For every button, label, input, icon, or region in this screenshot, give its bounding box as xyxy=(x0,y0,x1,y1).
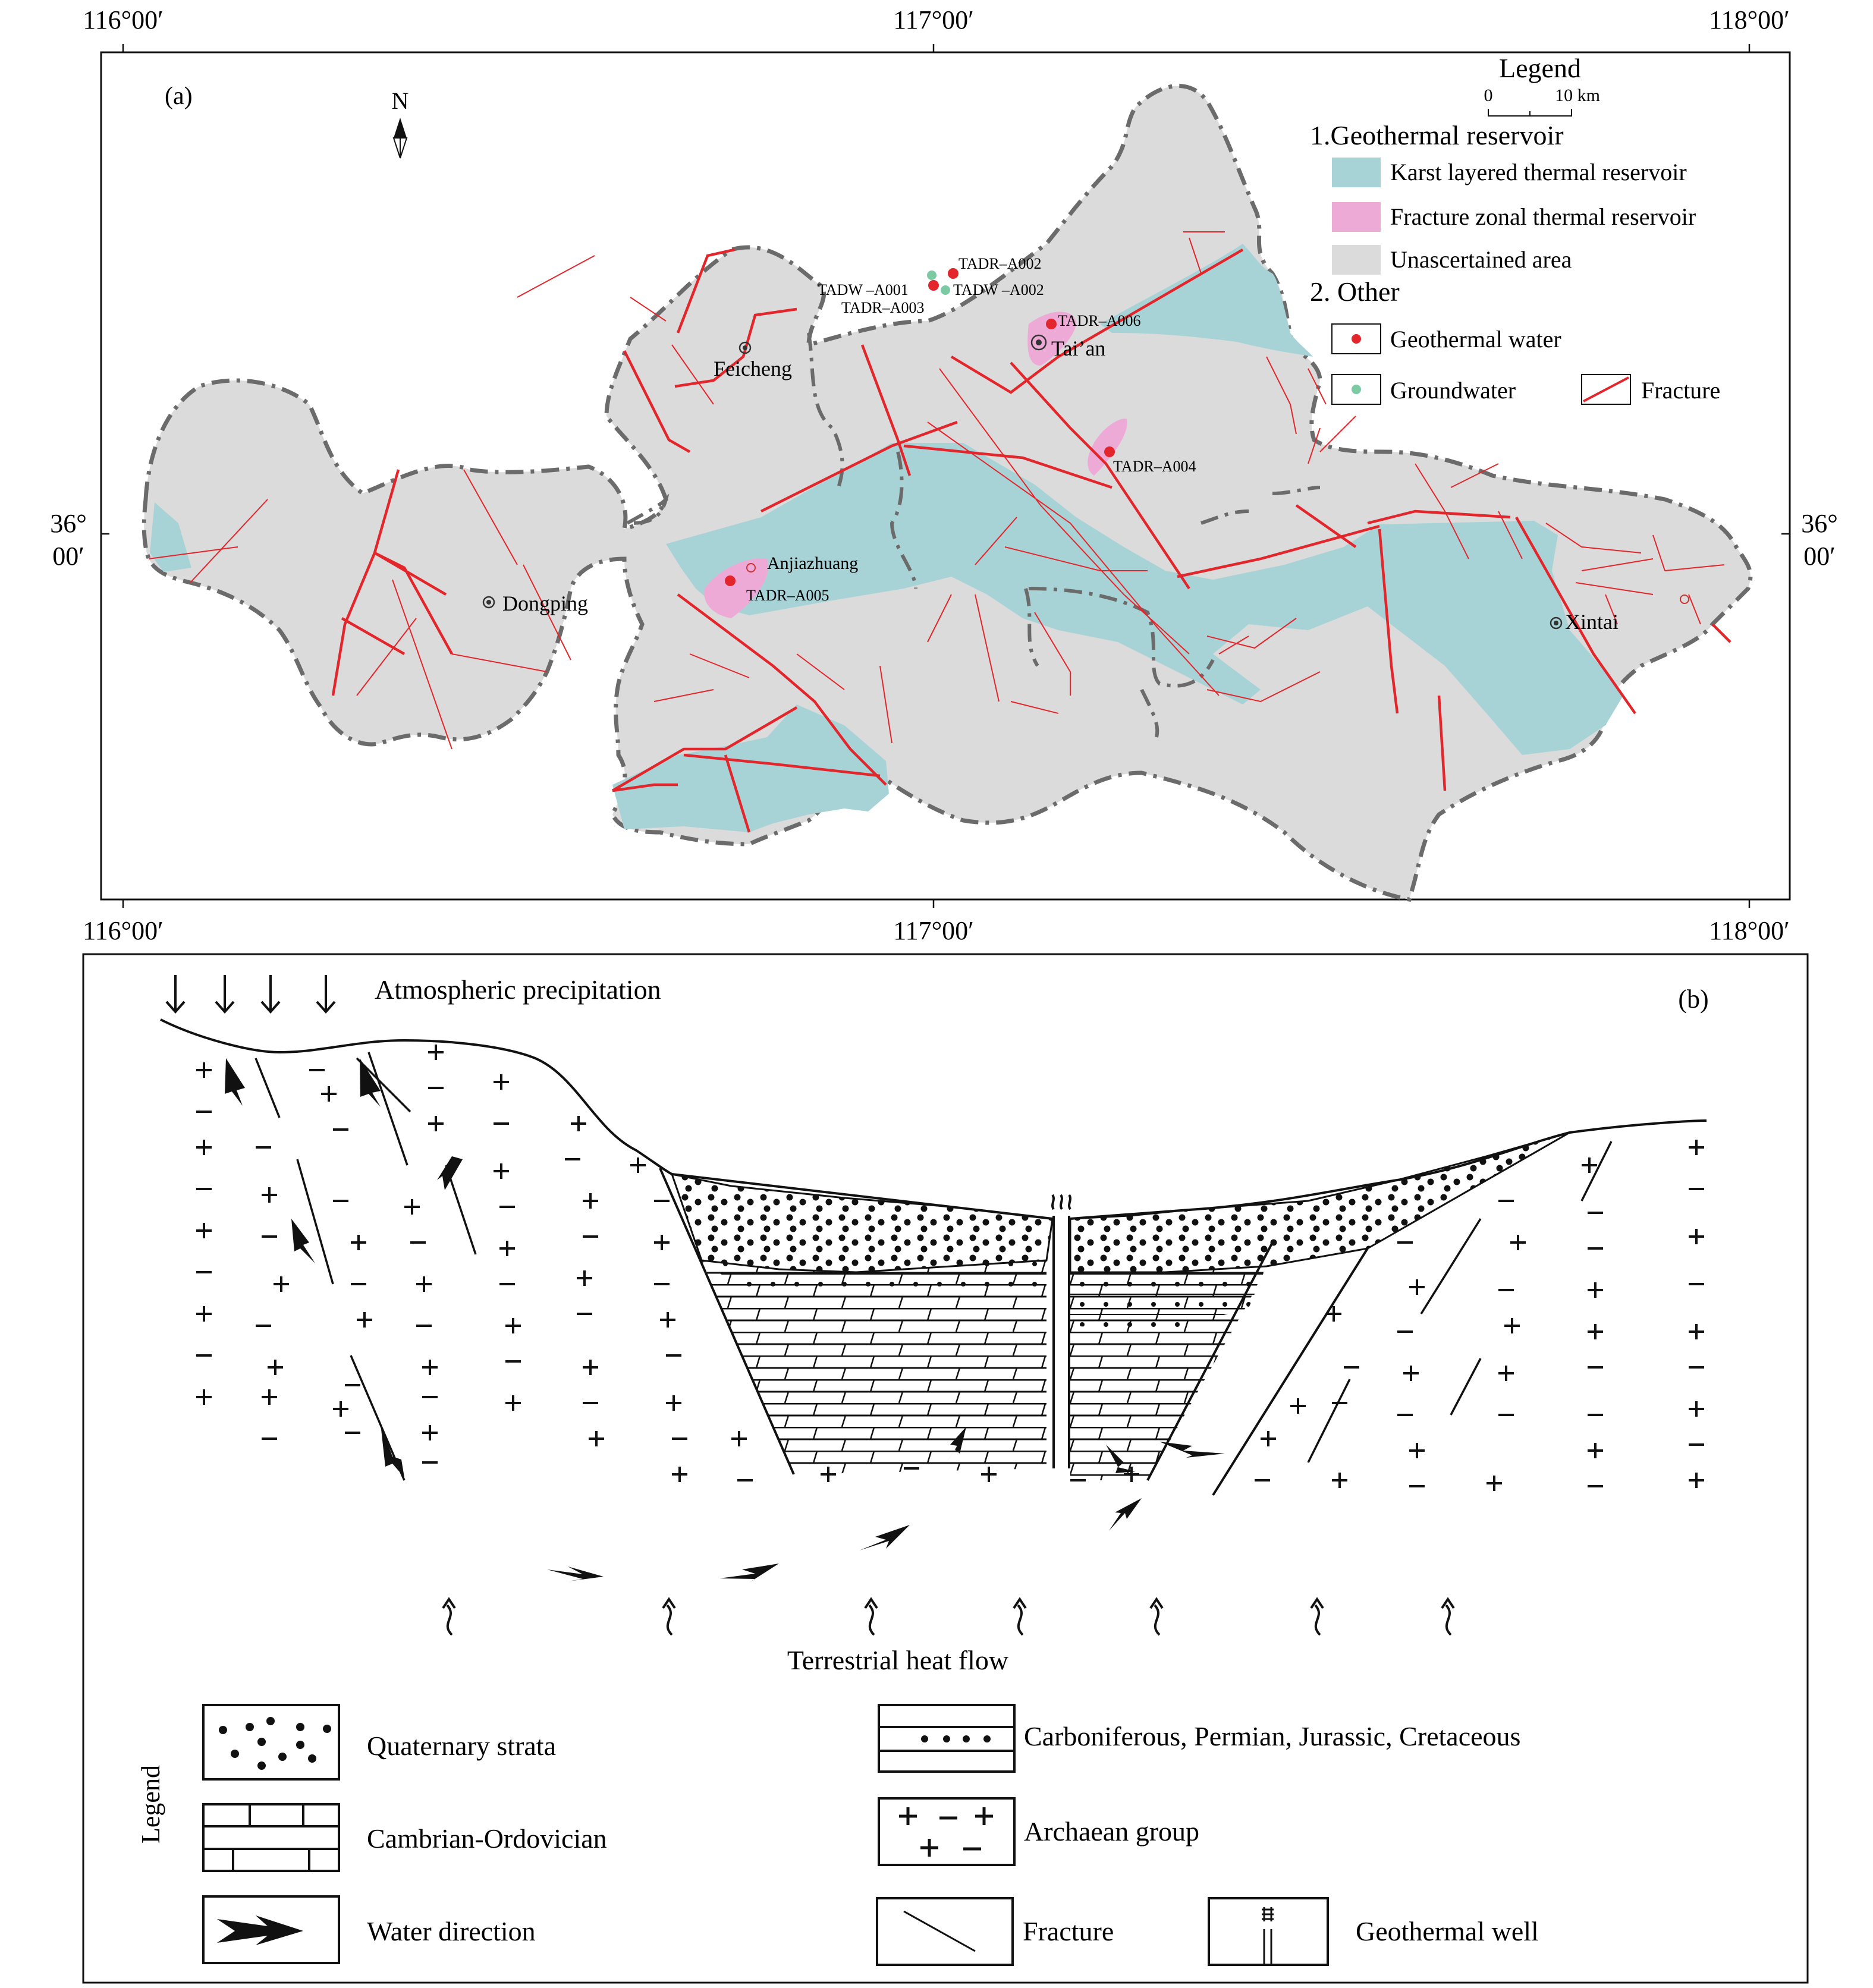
well-tadr-a003 xyxy=(928,280,939,291)
heat-flow-label: Terrestrial heat flow xyxy=(787,1645,1009,1675)
legend-groundwater-dot xyxy=(1352,385,1361,394)
place-label-dongping: Dongping xyxy=(502,592,588,615)
lat-right-deg: 36° xyxy=(1801,509,1838,538)
legend-fracture-swatch xyxy=(877,1898,1013,1965)
lon-bottom-117: 117°00′ xyxy=(893,916,974,945)
legend-section-reservoir: 1.Geothermal reservoir xyxy=(1310,120,1564,150)
legend-label-fracture-zone: Fracture zonal thermal reservoir xyxy=(1390,203,1696,230)
lon-top-118: 118°00′ xyxy=(1709,5,1790,34)
legend-water-direction-label: Water direction xyxy=(367,1916,536,1946)
lon-top-117: 117°00′ xyxy=(893,5,974,34)
legend-label-karst: Karst layered thermal reservoir xyxy=(1390,159,1687,185)
legend-archaean-swatch xyxy=(879,1798,1014,1865)
lon-bottom-116: 116°00′ xyxy=(83,916,164,945)
lat-left-min: 00′ xyxy=(52,542,84,571)
legend-swatch-unascertained xyxy=(1332,245,1381,275)
legend-label-fracture: Fracture xyxy=(1641,377,1721,404)
well-tadr-a006 xyxy=(1046,319,1057,329)
legend-cambrian-label: Cambrian-Ordovician xyxy=(367,1823,607,1854)
well-label-tadr-a004: TADR–A004 xyxy=(1113,458,1196,475)
section-legend-title: Legend xyxy=(136,1765,165,1844)
well-tadr-a004 xyxy=(1104,446,1115,457)
legend-fracture-label-b: Fracture xyxy=(1023,1916,1114,1946)
legend-swatch-karst xyxy=(1332,158,1381,187)
well-label-tadw-a002: TADW –A002 xyxy=(953,281,1044,298)
map-panel xyxy=(50,5,1838,945)
lon-bottom-118: 118°00′ xyxy=(1709,916,1790,945)
scale-end-label: 10 km xyxy=(1555,86,1600,105)
well-label-tadr-a005: TADR–A005 xyxy=(746,587,829,604)
well-tadr-a005 xyxy=(725,575,736,586)
well-tadr-a002-north xyxy=(948,268,959,279)
legend-quaternary-label: Quaternary strata xyxy=(367,1731,557,1761)
legend-archaean-label: Archaean group xyxy=(1024,1816,1200,1847)
legend-section-other: 2. Other xyxy=(1310,276,1400,307)
legend-quaternary-swatch xyxy=(203,1705,339,1779)
well-label-tadr-a006: TADR–A006 xyxy=(1058,312,1141,329)
north-label: N xyxy=(391,87,409,114)
panel-b-label: (b) xyxy=(1678,984,1709,1014)
section-panel xyxy=(83,954,1808,1983)
lat-right-min: 00′ xyxy=(1803,542,1836,571)
legend-carboniferous-label: Carboniferous, Permian, Jurassic, Cretaceous xyxy=(1024,1721,1521,1751)
scale-start-label: 0 xyxy=(1484,86,1493,105)
legend-well-swatch xyxy=(1209,1898,1328,1965)
place-label-anjiazhuang: Anjiazhuang xyxy=(767,553,859,573)
place-label-feicheng: Feicheng xyxy=(714,357,792,380)
panel-a-label: (a) xyxy=(165,83,193,110)
well-label-tadr-a002: TADR–A002 xyxy=(959,255,1042,272)
place-label-xintai: Xintai xyxy=(1565,610,1619,634)
legend-geothermal-water-dot xyxy=(1352,334,1361,344)
well-label-tadw-a001: TADW –A001 xyxy=(818,281,909,298)
legend-label-groundwater: Groundwater xyxy=(1390,377,1516,404)
lon-top-116: 116°00′ xyxy=(83,5,164,34)
well-tadw-a002 xyxy=(941,285,950,295)
legend-label-unascertained: Unascertained area xyxy=(1390,246,1572,273)
legend-well-label: Geothermal well xyxy=(1356,1916,1539,1946)
lat-left-deg: 36° xyxy=(50,509,87,538)
legend-swatch-fracture-zone xyxy=(1332,202,1381,232)
precipitation-label: Atmospheric precipitation xyxy=(375,974,661,1005)
place-label-taian: Tai’an xyxy=(1051,336,1106,360)
legend-label-geothermal-water: Geothermal water xyxy=(1390,326,1561,353)
legend-cambrian-swatch xyxy=(203,1804,339,1871)
well-tadw-a001 xyxy=(927,270,936,280)
well-label-tadr-a003: TADR–A003 xyxy=(841,299,925,316)
map-legend-title: Legend xyxy=(1499,53,1581,83)
